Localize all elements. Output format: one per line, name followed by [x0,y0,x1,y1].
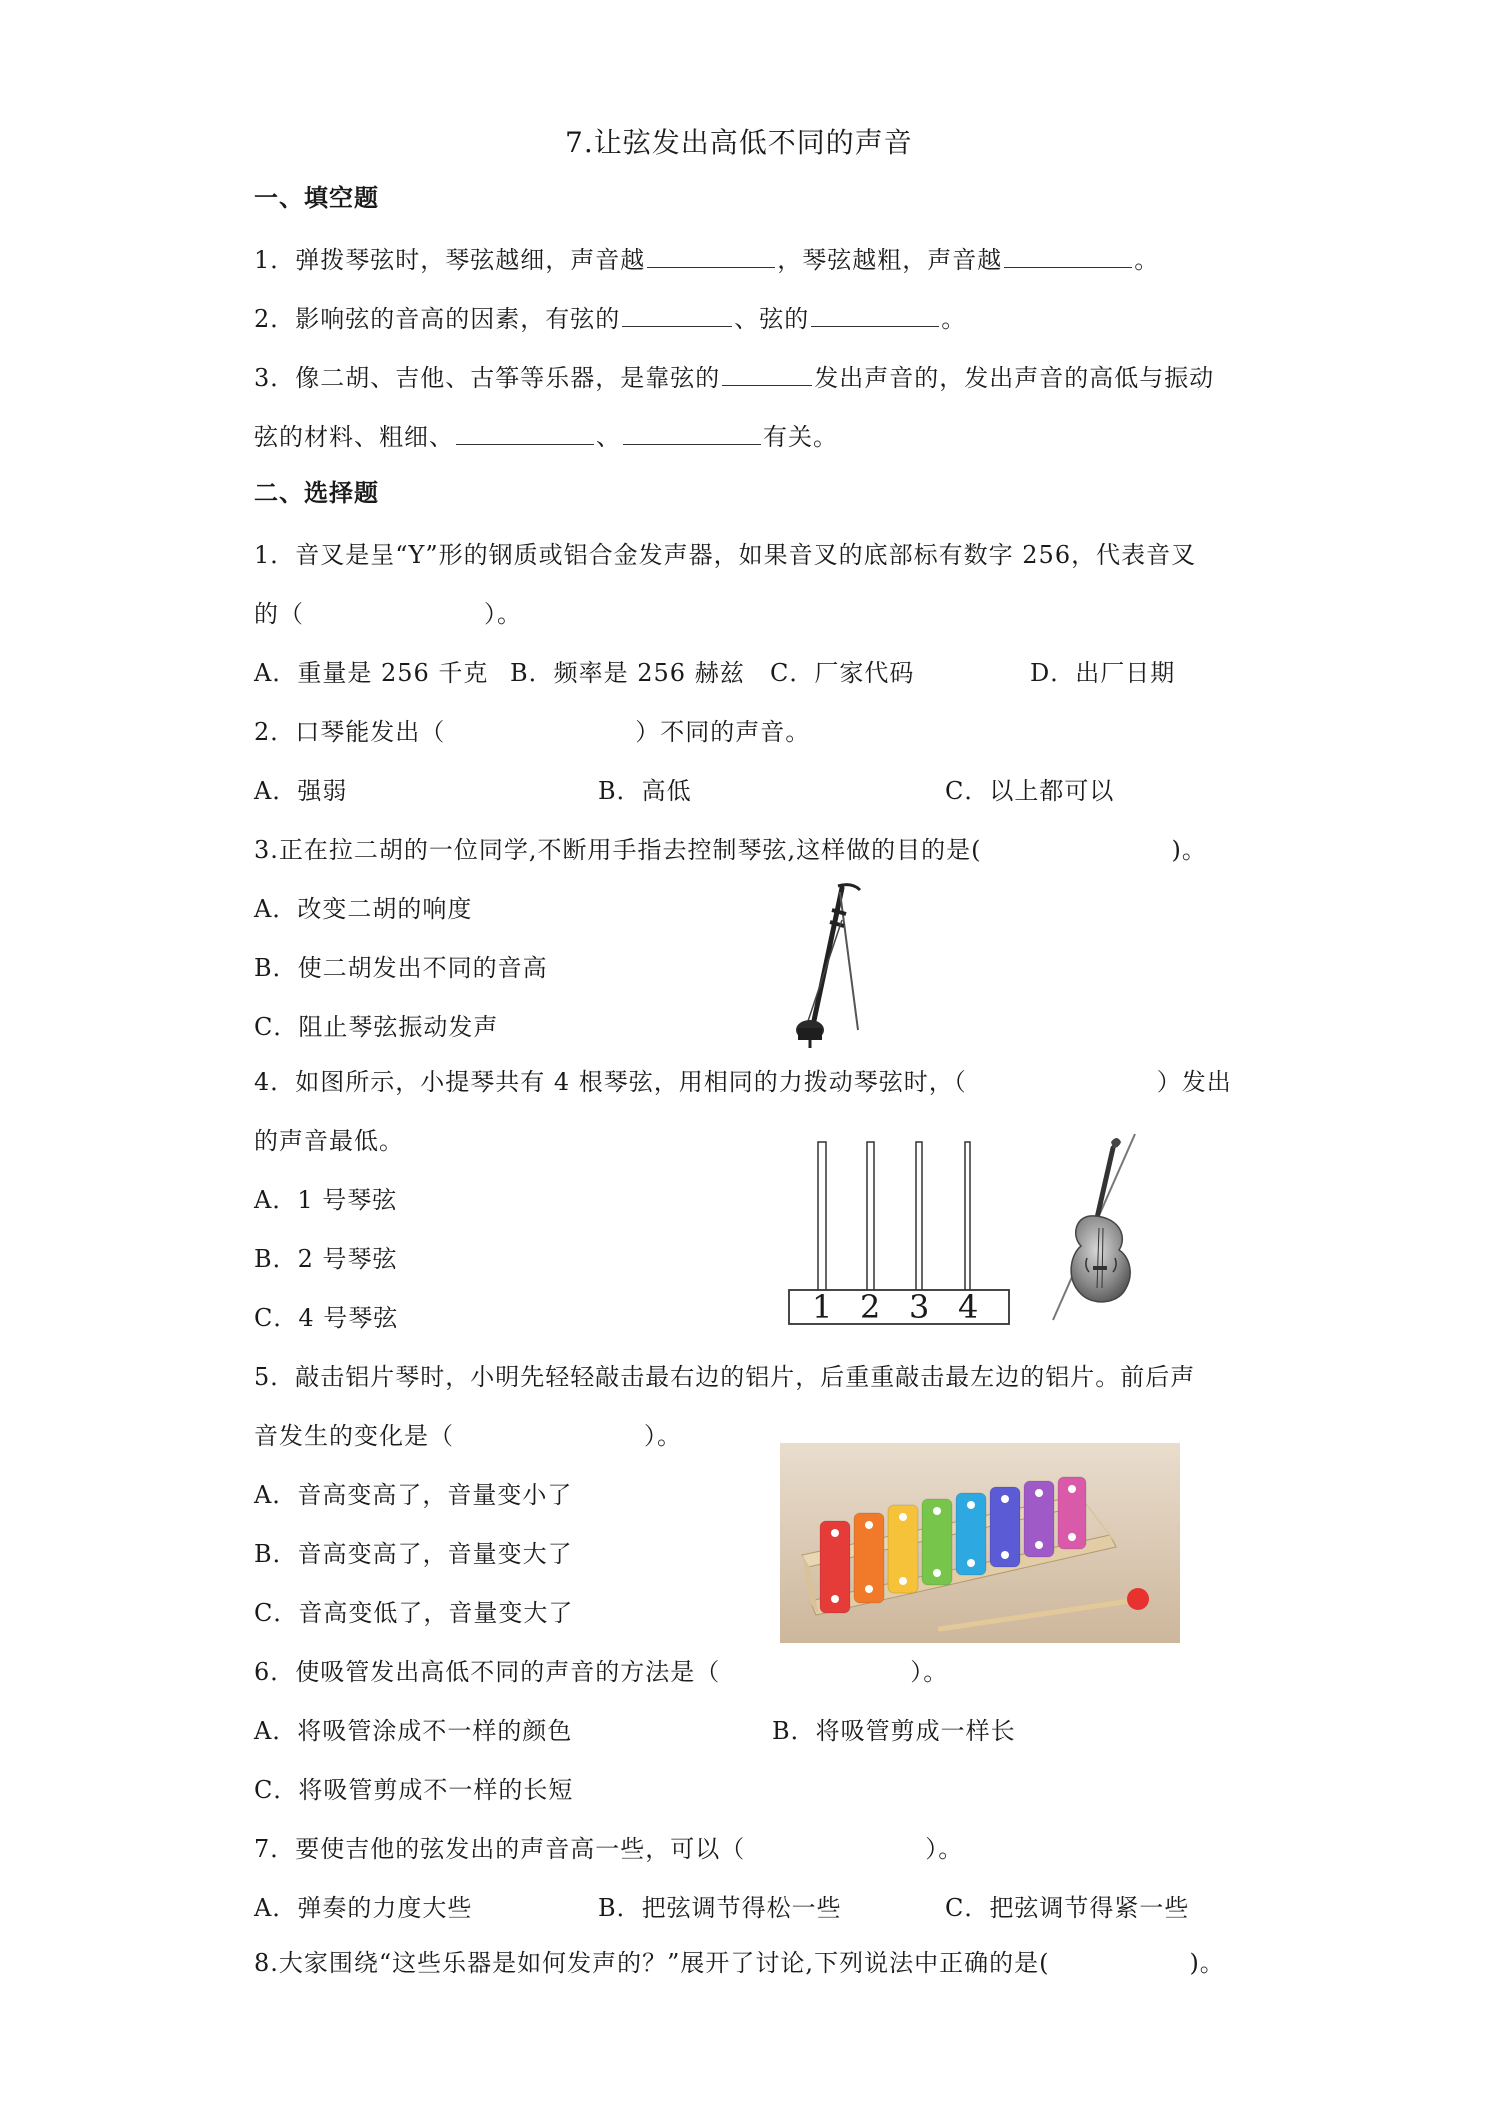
fill-question-1 [254,243,1159,277]
answer-blank[interactable] [1004,244,1132,268]
string-label-4: 4 [958,1288,979,1326]
choice-q6-option-c[interactable]: C．将吸管剪成不一样的长短 [254,1776,574,1804]
choice-q4-stem-a: 4．如图所示，小提琴共有 4 根琴弦，用相同的力拨动琴弦时，（ [254,1068,967,1096]
choice-q2-option-c[interactable]: C．以上都可以 [945,777,1115,805]
string-diagram [784,1138,1014,1328]
choice-q3-stem [254,833,1207,867]
choice-q6-option-b[interactable]: B．将吸管剪成一样长 [772,1717,1016,1745]
fill-q2-text-c: 。 [941,305,967,333]
answer-blank[interactable] [622,303,732,327]
choice-q7-option-b[interactable]: B．把弦调节得松一些 [598,1894,842,1922]
choice-q5-stem-a: 音发生的变化是（ [254,1422,454,1450]
string-label-2: 2 [860,1288,881,1326]
fill-q1-text-b: ，琴弦越粗，声音越 [777,246,1003,274]
choice-q6-stem-a: 6．使吸管发出高低不同的声音的方法是（ [254,1658,721,1686]
choice-q4-stem [254,1065,1232,1099]
fill-q3-text-b: 发出声音的，发出声音的高低与振动 [814,364,1215,392]
choice-q7-stem-b: ）。 [925,1835,964,1863]
choice-q1-option-c[interactable]: C．厂家代码 [770,659,915,687]
choice-q1-stem-cont [254,597,522,631]
choice-q1-option-a[interactable]: A．重量是 256 千克 [254,659,489,687]
xylophone-image [780,1443,1180,1643]
choice-q2-option-a[interactable]: A．强弱 [254,777,348,805]
choice-q6-option-a[interactable]: A．将吸管涂成不一样的颜色 [254,1717,573,1745]
fill-q3-text-e: 有关。 [763,423,838,451]
choice-q7-option-c[interactable]: C．把弦调节得紧一些 [945,1894,1190,1922]
fill-question-2 [254,302,966,336]
fill-q1-text-a: 1．弹拨琴弦时，琴弦越细，声音越 [254,246,646,274]
choice-q5-option-a[interactable]: A．音高变高了，音量变小了 [254,1481,573,1509]
choice-q3-stem-a: 3.正在拉二胡的一位同学,不断用手指去控制琴弦,这样做的目的是( [254,836,982,864]
choice-q5-stem-cont [254,1419,682,1453]
choice-q2-stem-b: ）不同的声音。 [635,718,811,746]
choice-q7-option-a[interactable]: A．弹奏的力度大些 [254,1894,473,1922]
string-label-1: 1 [812,1288,833,1326]
choice-q5-stem-b: ）。 [644,1422,682,1450]
string-label-3: 3 [909,1288,930,1326]
fill-question-3 [254,361,1214,395]
choice-q1-stem: 1．音叉是呈“Y”形的钢质或铝合金发声器，如果音叉的底部标有数字 256，代表音叉 [254,541,1197,569]
choice-q1-stem-a: 的（ [254,600,304,628]
fill-q2-text-b: 、弦的 [734,305,810,333]
choice-q8-stem-b: )。 [1189,1949,1225,1977]
page-title: 7.让弦发出高低不同的声音 [565,126,913,159]
choice-q4-option-a[interactable]: A．1 号琴弦 [254,1186,398,1214]
choice-q2-stem [254,715,810,749]
choice-q5-option-b[interactable]: B．音高变高了，音量变大了 [254,1540,573,1568]
fill-q3-text-d: 、 [596,423,621,451]
choice-q4-option-c[interactable]: C．4 号琴弦 [254,1304,399,1332]
fill-q3-text-c: 弦的材料、粗细、 [254,423,454,451]
choice-q6-stem-b: ）。 [910,1658,949,1686]
answer-blank[interactable] [647,244,775,268]
answer-blank[interactable] [623,421,761,445]
choice-q4-stem-b: ）发出 [1156,1068,1232,1096]
choice-q4-option-b[interactable]: B．2 号琴弦 [254,1245,398,1273]
section-heading-choice: 二、选择题 [254,479,379,507]
choice-q5-stem: 5．敲击铝片琴时，小明先轻轻敲击最右边的铝片，后重重敲击最左边的铝片。前后声 [254,1363,1196,1391]
fill-q1-text-c: 。 [1134,246,1160,274]
choice-q1-option-d[interactable]: D．出厂日期 [1030,659,1176,687]
answer-blank[interactable] [722,362,812,386]
fill-q3-text-a: 3．像二胡、吉他、古筝等乐器，是靠弦的 [254,364,721,392]
choice-q5-option-c[interactable]: C．音高变低了，音量变大了 [254,1599,574,1627]
choice-q2-stem-a: 2．口琴能发出（ [254,718,446,746]
choice-q1-option-b[interactable]: B．频率是 256 赫兹 [510,659,745,687]
choice-q6-stem [254,1655,948,1689]
choice-q1-stem-b: ）。 [484,600,522,628]
choice-q7-stem-a: 7．要使吉他的弦发出的声音高一些，可以（ [254,1835,746,1863]
answer-blank[interactable] [811,303,939,327]
choice-q3-stem-b: )。 [1171,836,1207,864]
fill-question-3-cont [254,420,838,454]
choice-q3-option-c[interactable]: C．阻止琴弦振动发声 [254,1013,499,1041]
fill-q2-text-a: 2．影响弦的音高的因素，有弦的 [254,305,621,333]
section-heading-fill: 一、填空题 [254,184,379,212]
choice-q8-stem [254,1946,1225,1980]
choice-q8-stem-a: 8.大家围绕“这些乐器是如何发声的？”展开了讨论,下列说法中正确的是( [254,1949,1050,1977]
choice-q3-option-b[interactable]: B．使二胡发出不同的音高 [254,954,548,982]
erhu-image [780,880,880,1050]
answer-blank[interactable] [456,421,594,445]
choice-q2-option-b[interactable]: B．高低 [598,777,692,805]
choice-q7-stem [254,1832,963,1866]
choice-q4-stem-cont: 的声音最低。 [254,1127,404,1155]
violin-image [1035,1128,1150,1328]
choice-q3-option-a[interactable]: A．改变二胡的响度 [254,895,473,923]
